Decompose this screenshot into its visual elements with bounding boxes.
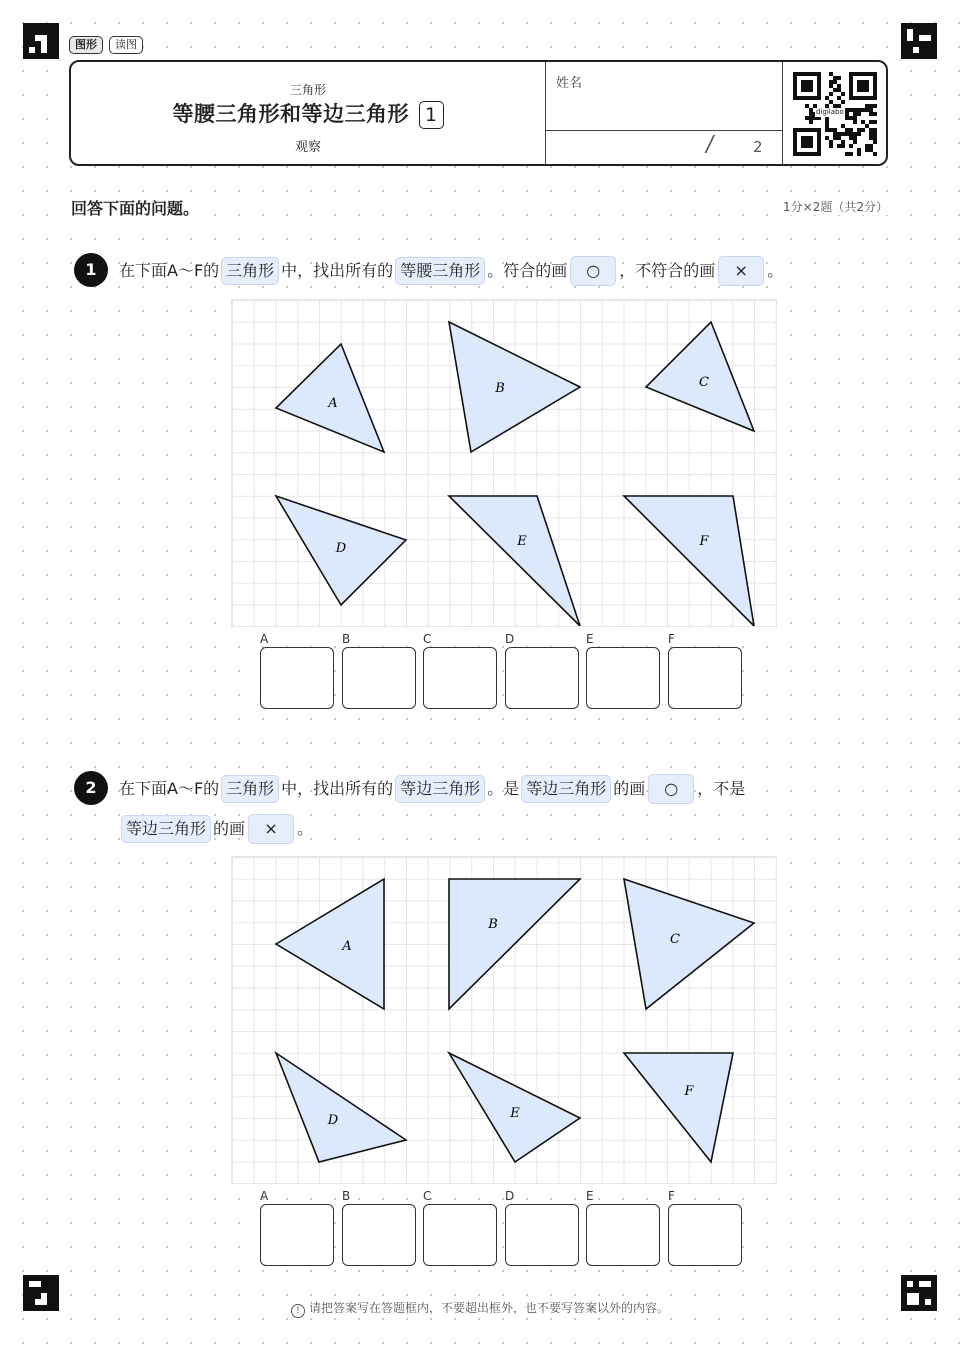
q2-highlight-equilateral-3: 等边三角形 <box>121 815 211 843</box>
q2-triangle-f <box>624 1053 733 1162</box>
q1-answer-box-c[interactable] <box>423 647 497 709</box>
footer-note <box>0 1299 960 1318</box>
q1-triangle-e-label: E <box>517 534 527 549</box>
q2-cross-symbol: × <box>248 814 294 844</box>
q1-text-part: 。 <box>767 261 784 280</box>
q2-answer-label: B <box>342 1189 351 1203</box>
q1-answer-label: A <box>260 632 269 646</box>
q2-triangle-c <box>624 879 754 1009</box>
q2-answer-d <box>505 1188 579 1266</box>
q2-text-part: 的画 <box>613 779 646 798</box>
points-label: 1分×2题（共2分） <box>783 200 888 214</box>
q2-text-part: 的画 <box>213 819 246 838</box>
q2-answer-b <box>342 1188 416 1266</box>
q2-answer-f <box>668 1188 742 1266</box>
q1-triangles <box>232 300 776 626</box>
instruction-heading: 回答下面的问题。 <box>69 196 201 219</box>
q2-text-part: 中，找出所有的 <box>281 779 394 798</box>
q1-answer-label: E <box>586 632 594 646</box>
q2-answer-a <box>260 1188 334 1266</box>
corner-marker-top-right <box>901 23 937 59</box>
q2-triangle-d <box>276 1053 406 1162</box>
page-title-text: 等腰三角形和等边三角形 <box>172 102 409 126</box>
q2-answer-label: A <box>260 1189 269 1203</box>
q1-answer-box-e[interactable] <box>586 647 660 709</box>
qr-code-area <box>782 62 887 164</box>
q1-answer-box-a[interactable] <box>260 647 334 709</box>
score-total: 2 <box>753 138 763 156</box>
q2-answer-box-a[interactable] <box>260 1204 334 1266</box>
q2-text-part: 。 <box>297 819 314 838</box>
q2-highlight-equilateral: 等边三角形 <box>395 775 485 803</box>
q1-answer-label: C <box>423 632 432 646</box>
title-block <box>71 62 546 164</box>
q2-answer-c <box>423 1188 497 1266</box>
q1-text-part: 。符合的画 <box>487 261 568 280</box>
q1-answer-d <box>505 631 579 709</box>
q1-answer-c <box>423 631 497 709</box>
q1-answer-e <box>586 631 660 709</box>
q1-text-part: 中，找出所有的 <box>281 261 394 280</box>
question-1-number: 1 <box>74 253 108 287</box>
q1-answer-b <box>342 631 416 709</box>
q2-answer-box-c[interactable] <box>423 1204 497 1266</box>
q2-text-part: ，不是 <box>697 779 746 798</box>
q2-triangles <box>232 857 776 1183</box>
q2-text-part: 在下面A～F的 <box>119 779 220 798</box>
name-field[interactable] <box>546 62 782 131</box>
q1-answer-box-f[interactable] <box>668 647 742 709</box>
q2-answer-box-b[interactable] <box>342 1204 416 1266</box>
question-2-number: 2 <box>74 771 108 805</box>
question-1-text <box>119 256 783 286</box>
unit-subtitle: 三角形 <box>289 83 326 97</box>
q2-triangle-b <box>449 879 580 1009</box>
category-label: 观察 <box>294 140 321 155</box>
q1-circle-symbol: ○ <box>570 256 616 286</box>
q2-triangle-grid <box>231 856 777 1184</box>
q2-triangle-b-label: B <box>488 917 498 932</box>
q1-triangle-grid <box>231 299 777 627</box>
q2-highlight-triangle: 三角形 <box>221 775 279 803</box>
name-label: 姓名 <box>556 76 583 91</box>
q2-answer-box-d[interactable] <box>505 1204 579 1266</box>
q1-answer-label: B <box>342 632 351 646</box>
q1-answer-box-d[interactable] <box>505 647 579 709</box>
worksheet-header <box>69 60 888 166</box>
q2-answer-label: F <box>668 1189 675 1203</box>
q1-triangle-e <box>449 496 580 626</box>
question-2-text-line-1 <box>119 774 745 804</box>
footer-text: 请把答案写在答题框内，不要超出框外，也不要写答案以外的内容。 <box>308 1301 669 1315</box>
q2-answer-label: E <box>586 1189 594 1203</box>
q1-text-part: ，不符合的画 <box>619 261 716 280</box>
question-2-text-line-2 <box>119 814 313 844</box>
q2-highlight-equilateral-2: 等边三角形 <box>521 775 611 803</box>
score-field[interactable] <box>546 130 782 164</box>
q1-triangle-d-label: D <box>335 541 347 556</box>
worksheet-number: 1 <box>419 101 444 129</box>
q1-triangle-f-label: F <box>699 534 709 549</box>
q1-answer-row <box>260 631 744 707</box>
page-title <box>71 98 545 129</box>
q2-triangle-a-label: A <box>342 939 352 954</box>
q2-triangle-c-label: C <box>670 932 680 947</box>
score-slash: / <box>703 132 716 157</box>
q1-text-part: 在下面A～F的 <box>119 261 220 280</box>
q2-triangle-e-label: E <box>510 1106 520 1121</box>
tag-shape: 图形 <box>69 36 103 54</box>
q2-circle-symbol: ○ <box>648 774 694 804</box>
tag-list <box>69 36 143 54</box>
info-icon: ! <box>291 1304 305 1318</box>
q2-text-part: 。是 <box>487 779 520 798</box>
q2-answer-box-f[interactable] <box>668 1204 742 1266</box>
q1-triangle-b <box>449 322 580 452</box>
q1-answer-label: D <box>505 632 515 646</box>
q1-triangle-c-label: C <box>699 375 709 390</box>
q1-answer-box-b[interactable] <box>342 647 416 709</box>
q2-triangle-f-label: F <box>684 1084 694 1099</box>
q1-answer-f <box>668 631 742 709</box>
q2-triangle-d-label: D <box>327 1113 339 1128</box>
q1-answer-a <box>260 631 334 709</box>
q1-triangle-f <box>624 496 754 626</box>
q2-triangle-a <box>276 879 384 1009</box>
q1-answer-label: F <box>668 632 675 646</box>
q2-answer-label: D <box>505 1189 515 1203</box>
corner-marker-top-left <box>23 23 59 59</box>
q1-highlight-isosceles: 等腰三角形 <box>395 257 485 285</box>
q1-triangle-a-label: A <box>328 396 338 411</box>
q2-answer-label: C <box>423 1189 432 1203</box>
q1-triangle-b-label: B <box>495 381 505 396</box>
q2-answer-row <box>260 1188 744 1264</box>
q1-cross-symbol: × <box>718 256 764 286</box>
qr-brand-text: digilabo <box>816 108 844 116</box>
q2-answer-box-e[interactable] <box>586 1204 660 1266</box>
q1-highlight-triangle: 三角形 <box>221 257 279 285</box>
tag-reading: 读图 <box>109 36 143 54</box>
q2-answer-e <box>586 1188 660 1266</box>
